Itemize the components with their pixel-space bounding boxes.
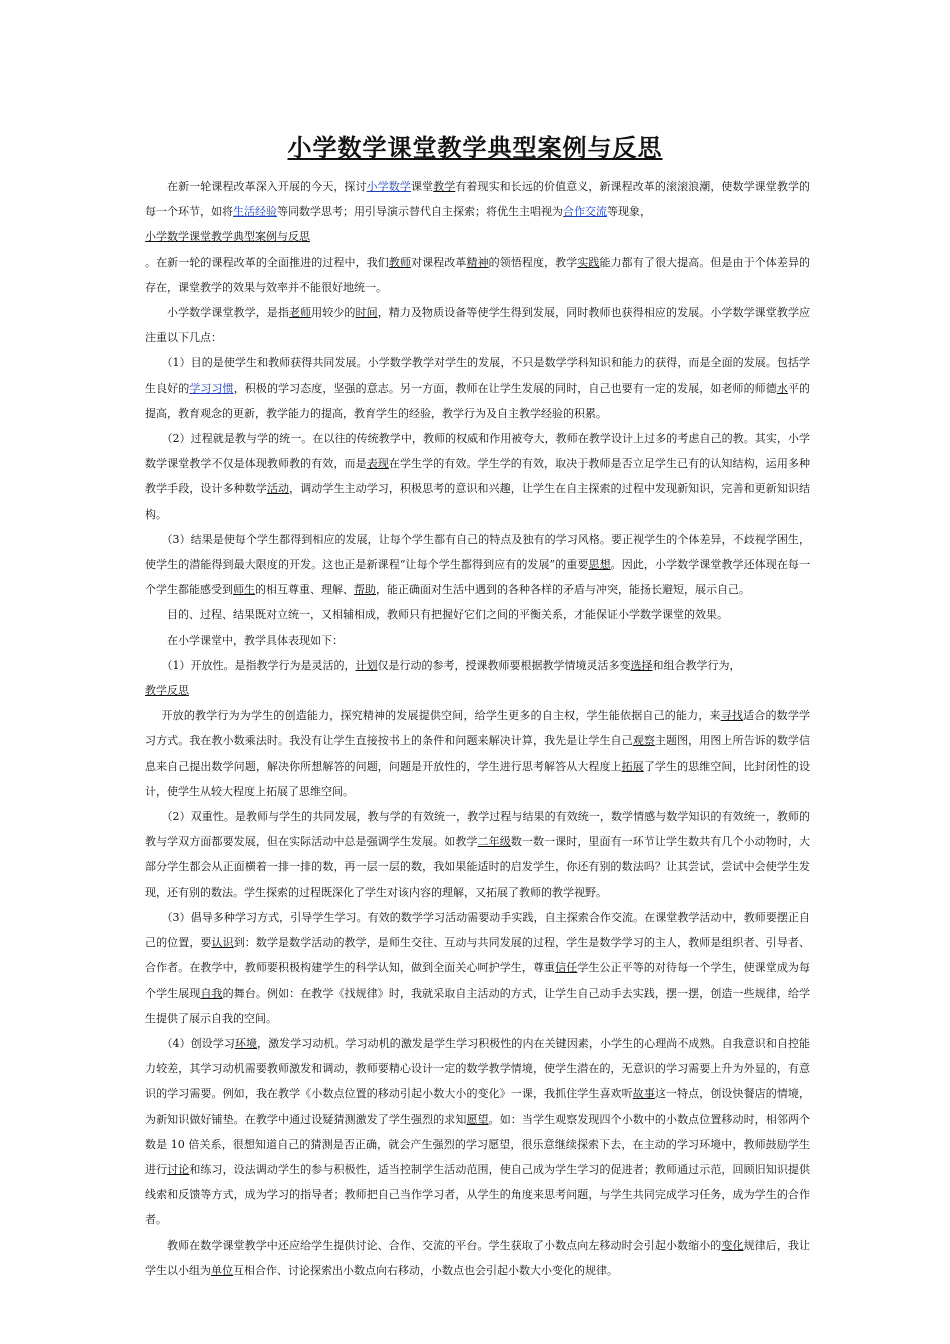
link-ziwo[interactable]: 自我 — [200, 986, 223, 1000]
text: 主题图，用图上所告诉的数学信息来自己提出数学问题，解决你所想解答的问题，问题是开放性的，学生进行思考解答从大程度上 — [145, 734, 811, 773]
link-shenghuo-jingyan[interactable]: 生活经验 — [233, 205, 277, 219]
link-shui[interactable]: 水 — [776, 381, 788, 395]
text: 互相合作、讨论探索出小数点向右移动，小数点也会引起小数大小变化的规律。 — [233, 1263, 618, 1277]
link-tuozhan[interactable]: 拓展 — [621, 759, 644, 773]
text: 等现象， — [607, 205, 651, 219]
paragraph-intro — [145, 174, 810, 224]
text: 和组合教学行为， — [652, 658, 741, 672]
link-xunzhao[interactable]: 寻找 — [720, 709, 744, 723]
text: （4）创设学习 — [161, 1036, 235, 1050]
link-taolun[interactable]: 讨论 — [167, 1162, 190, 1176]
paragraph-point-1 — [145, 350, 810, 426]
paragraph-motivation — [145, 1031, 810, 1233]
text: 学生公正平等的对待每一个学生，使课堂成为每个学生展现 — [145, 961, 811, 1000]
text: 开放的教学行为为学生的创造能力，探究精神的发展提供空间，给学生更多的自主权，学生能依据自己的能力，来 — [161, 709, 721, 723]
paragraph-open-teaching — [145, 703, 810, 804]
link-xinren[interactable]: 信任 — [555, 961, 578, 975]
text: 的领悟程度，教学 — [488, 255, 578, 269]
link-shisheng[interactable]: 师生 — [233, 583, 255, 597]
page-title: 小学数学课堂教学典型案例与反思 — [287, 134, 663, 162]
link-jihua[interactable]: 计划 — [355, 658, 378, 672]
paragraph-learning-methods — [145, 905, 810, 1031]
link-ernianji[interactable]: 二年级 — [477, 835, 511, 849]
text: ，调动学生主动学习，积极思考的意识和兴趣，让学生在自主探索的过程中发现新知识，完善和更新知识结构。 — [145, 482, 811, 521]
link-bangzhu[interactable]: 帮助 — [354, 583, 376, 597]
link-danwei[interactable]: 单位 — [211, 1263, 233, 1277]
link-xuanze[interactable]: 选择 — [630, 658, 653, 672]
link-jingshen[interactable]: 精神 — [466, 255, 489, 269]
link-laoshi[interactable]: 老师 — [288, 306, 312, 320]
link-shijian[interactable]: 实践 — [577, 255, 600, 269]
link-bianhua[interactable]: 变化 — [721, 1238, 744, 1252]
text: （3）倡导多种学习方式，引导学生学习。有效的数学学习活动需要动手实践，自主探索合作交流。在课堂教学活动中，教师要摆正自己的位置，要 — [145, 910, 810, 950]
heading-link-row-2 — [145, 678, 810, 703]
link-jiaoxue[interactable]: 教学 — [433, 180, 456, 193]
paragraph-platform — [145, 1233, 810, 1283]
text: 能力都有了很大提高。但是由于个体差异的存在，课堂教学的效果与效率并不能很好地统一。 — [145, 255, 811, 294]
text: 有着现实和长远的价值意义，新课程改革的滚滚浪潮，使数学课堂教学的每一个环节，如将 — [145, 180, 811, 219]
link-xuexi-xiguan[interactable]: 学习习惯 — [189, 381, 234, 395]
text: 规律后，我让学生以小组为 — [145, 1238, 811, 1277]
link-guancha[interactable]: 观察 — [632, 734, 655, 748]
text: 仅是行动的参考，授课教师要根据教学情境灵活多变 — [377, 658, 631, 672]
link-jiaoshi[interactable]: 教师 — [388, 255, 412, 269]
text: 了学生的思维空间，比封闭性的设计，使学生从较大程度上拓展了思维空间。 — [145, 759, 810, 798]
text: ，激发学习动机。学习动机的激发是学生学习积极性的内在关键因素，小学生的心理尚不成熟。自我意识和自控能力较差，其学习动机需要教师激发和调动，教师要精心设计一定的数学教学情境，使学生潜在的，无意识的学习需要上升为外显的，有意识的学习需要。例如，我在教学《小数点位置的移动引起小数大小的变化》一课，我抓住学生喜欢听 — [145, 1036, 811, 1101]
link-renshi[interactable]: 认识 — [211, 936, 234, 950]
article-body — [145, 174, 810, 1283]
paragraph-3 — [145, 300, 810, 350]
text: 和练习，设法调动学生的参与积极性，适当控制学生活动范围，使自己成为学生学习的促进者；教师通过示范，回顾旧知识提供线索和反馈等方式，成为学习的指导者；教师把自己当作学习者，从学生的角度来思考问题，与学生共同完成学习任务，成为学生的合作者。 — [145, 1162, 811, 1227]
link-sixiang[interactable]: 思想 — [588, 558, 611, 572]
paragraph-2 — [145, 250, 810, 300]
text: 到：数学是数学活动的教学，是师生交往、互动与共同发展的过程，学生是数学学习的主人，教师是组织者、引导者、合作者。在教学中，教师要积极构建学生的科学认知，做到全面关心呵护学生，尊重 — [145, 936, 811, 975]
text: （1）开放性。是指教学行为是灵活的， — [161, 658, 356, 672]
text: ，积极的学习态度，坚强的意志。另一方面，教师在让学生发展的同时，自己也要有一定的发展，如老师的师德 — [233, 381, 777, 395]
paragraph-performance-intro: 在小学课堂中，教学具体表现如下： — [167, 633, 343, 647]
text: （1）目的是使学生和教师获得共同发展。小学数学教学对学生的发展，不只是数学学科知识和能力的获得，而是全面的发展。包括学生良好的 — [145, 356, 810, 395]
link-yuanwang[interactable]: 愿望 — [466, 1112, 489, 1126]
text: 。在新一轮的课程改革的全面推进的过程中，我们 — [145, 255, 389, 269]
text: 的相互尊重、理解、 — [255, 583, 354, 597]
heading-link-reflection[interactable]: 教学反思 — [145, 684, 189, 698]
text: （2）双重性。是教师与学生的共同发展，教与学的有效统一，教学过程与结果的有效统一，数学情感与数学知识的有效统一，教师的教与学双方面都要发展，但在实际活动中总是强调学生发展。如教学 — [145, 810, 810, 849]
text: ，能正确面对生活中遇到的各种各样的矛盾与冲突，能扬长避短，展示自己。 — [376, 583, 750, 597]
text: 小学数学课堂教学，是指 — [167, 306, 289, 320]
text: ，精力及物质设备等使学生得到发展，同时教师也获得相应的发展。小学数学课堂教学应注重以下几点： — [145, 306, 811, 345]
text: 的舞台。例如：在教学《找规律》时，我就采取自主活动的方式，让学生自己动手去实践，摆一摆，创造一些规律，给学生提供了展示自我的空间。 — [145, 986, 811, 1025]
heading-link-case-study[interactable]: 小学数学课堂教学典型案例与反思 — [145, 230, 310, 244]
link-biaoxian[interactable]: 表现 — [366, 457, 389, 471]
text: 平的提高，教育观念的更新，教学能力的提高，教育学生的经验，教学行为及自主教学经验的积累。 — [145, 381, 811, 420]
heading-link-row — [145, 224, 810, 249]
link-gushi[interactable]: 故事 — [632, 1087, 655, 1101]
text: 在新一轮课程改革深入开展的今天，探讨 — [167, 180, 367, 193]
text: 数一数一课时，里面有一环节让学生数共有几个小动物时，大部分学生都会从正面横着一排一排的数，再一层一层的数，我如果能适时的启发学生，你还有别的数法吗？让其尝试，尝试中会使学生发现，还有别的数法。学生探索的过程既深化了学生对该内容的理解，又拓展了教师的教学视野。 — [145, 835, 811, 899]
link-huanjing[interactable]: 环境 — [234, 1036, 258, 1050]
paragraph-duality — [145, 804, 810, 905]
text: 教师在数学课堂教学中还应给学生提供讨论、合作、交流的平台。学生获取了小数点向左移动时会引起小数缩小的 — [167, 1238, 722, 1252]
text: 在学生学的有效。学生学的有效，取决于教师是否立足学生已有的认知结构，运用多种教学手段，设计多种数学 — [145, 457, 811, 496]
link-hezuo-jiaoliu[interactable]: 合作交流 — [563, 205, 607, 219]
link-huodong[interactable]: 活动 — [266, 482, 290, 496]
text: 用较少的 — [311, 306, 356, 320]
text: 。因此，小学数学课堂教学还体现在每一个学生都能感受到 — [145, 558, 811, 597]
text: （3）结果是使每个学生都得到相应的发展，让每个学生都有自己的特点及独有的学习风格。要正视学生的个体差异，不歧视学困生，使学生的潜能得到最大限度的开发。这也正是新课程“让每个学生都得到应有的发展”的重要 — [145, 532, 810, 572]
paragraph-point-3 — [145, 527, 810, 603]
paragraph-openness — [145, 653, 810, 678]
text: 等同数学思考；用引导演示替代自主探索；将优生主唱视为 — [277, 205, 563, 219]
text: 对课程改革 — [411, 255, 467, 269]
text: 这一特点，创设快餐店的情境，为新知识做好铺垫。在教学中通过设疑猜测激发了学生强烈的求知 — [145, 1087, 811, 1126]
link-shijian-time[interactable]: 时间 — [355, 306, 378, 320]
text: （2）过程就是教与学的统一。在以往的传统教学中，教师的权威和作用被夸大，教师在教学设计上过多的考虑自己的教。其实，小学数学课堂教学不仅是体现教师教的有效，而是 — [145, 432, 810, 471]
text: 。如：当学生观察发现四个小数中的小数点位置移动时，相邻两个数是 10 倍关系，很想知道自己的猜测是否正确，就会产生强烈的学习愿望，很乐意继续探索下去，在主动的学习环境中，教师鼓励学生进行 — [145, 1112, 811, 1176]
paragraph-point-2 — [145, 426, 810, 527]
paragraph-balance: 目的、过程、结果既对立统一，又相辅相成，教师只有把握好它们之间的平衡关系，才能保证小学数学课堂的效果。 — [167, 608, 728, 622]
text: 适合的数学学习方式。我在教小数乘法时。我没有让学生直接按书上的条件和问题来解决计算，我先是让学生自己 — [145, 709, 811, 748]
link-xiaoxue-shuxue[interactable]: 小学数学 — [366, 180, 411, 193]
text: 课堂 — [410, 180, 434, 193]
